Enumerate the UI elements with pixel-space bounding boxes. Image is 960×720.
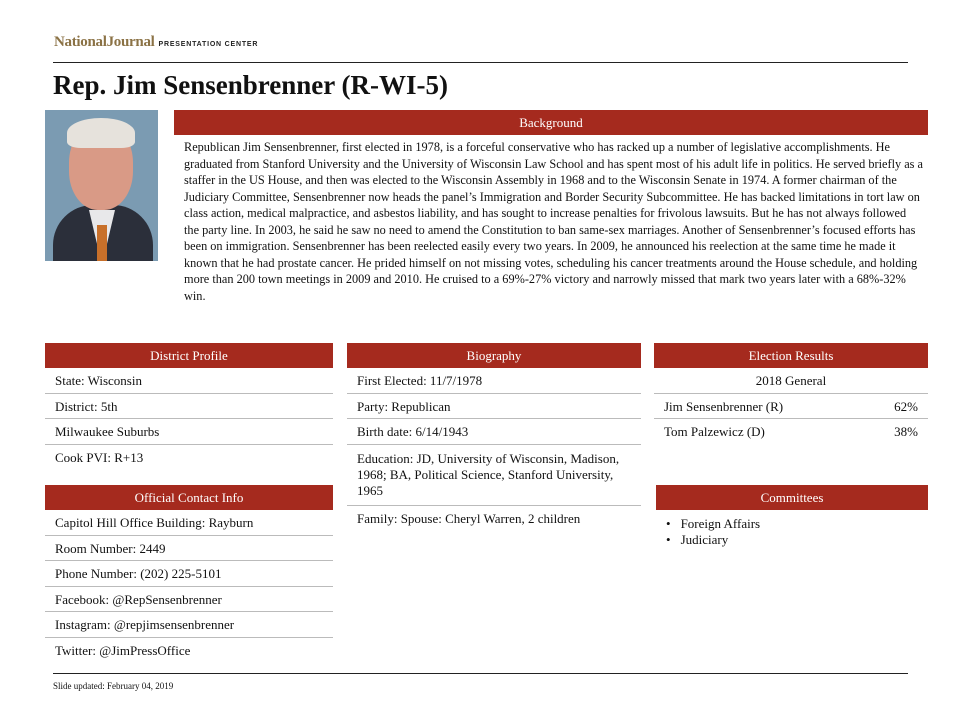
bottom-divider xyxy=(53,673,908,674)
election-row xyxy=(654,394,928,420)
election-row xyxy=(654,419,928,445)
biography-row: Birth date: 6/14/1943 xyxy=(347,419,641,445)
slide-updated: Slide updated: February 04, 2019 xyxy=(53,681,174,691)
district-profile-panel xyxy=(45,343,333,470)
contact-row: Capitol Hill Office Building: Rayburn xyxy=(45,510,333,536)
candidate-name: Tom Palzewicz (D) xyxy=(664,424,765,439)
brand-subtitle: PRESENTATION CENTER xyxy=(158,41,259,48)
biography-panel xyxy=(347,343,641,531)
committees-header: Committees xyxy=(656,485,928,510)
district-row: Milwaukee Suburbs xyxy=(45,419,333,445)
contact-row: Room Number: 2449 xyxy=(45,536,333,562)
election-subheading: 2018 General xyxy=(654,368,928,394)
district-row: State: Wisconsin xyxy=(45,368,333,394)
candidate-pct: 62% xyxy=(894,398,918,414)
district-profile-header: District Profile xyxy=(45,343,333,368)
election-panel xyxy=(654,343,928,445)
biography-row: First Elected: 11/7/1978 xyxy=(347,368,641,394)
portrait-photo xyxy=(45,110,158,261)
committees-panel xyxy=(656,485,928,548)
biography-row: Family: Spouse: Cheryl Warren, 2 children xyxy=(357,510,581,526)
page-title: Rep. Jim Sensenbrenner (R-WI-5) xyxy=(53,70,448,100)
contact-row: Phone Number: (202) 225-5101 xyxy=(45,561,333,587)
election-header: Election Results xyxy=(654,343,928,368)
district-row: District: 5th xyxy=(45,394,333,420)
brand-name: NationalJournal xyxy=(54,34,155,50)
district-row: Cook PVI: R+13 xyxy=(55,449,144,465)
biography-row: Party: Republican xyxy=(347,394,641,420)
brand-logo xyxy=(54,34,258,51)
candidate-name: Jim Sensenbrenner (R) xyxy=(664,398,784,414)
candidate-pct: 38% xyxy=(894,424,918,439)
contact-panel xyxy=(45,485,333,663)
committee-item: • Foreign Affairs xyxy=(656,516,928,532)
contact-row: Facebook: @RepSensenbrenner xyxy=(45,587,333,613)
biography-row: Education: JD, University of Wisconsin, Madison, 1968; BA, Political Science, Stanford University, 1965 xyxy=(347,445,641,506)
contact-row: Instagram: @repjimsensenbrenner xyxy=(45,612,333,638)
background-text: Republican Jim Sensenbrenner, first elected in 1978, is a forceful conservative who has racked up a number of legislative accomplishments. He graduated from Stanford University and the University of Wisconsin Law School and has spent most of his adult life in politics. He served briefly as a staffer in the US House, and then was elected to the Wisconsin Assembly in 1968 and to the Wisconsin Senate in 1974. A former chairman of the Judiciary Committee, Sensenbrenner now heads the panel’s Immigration and Border Security Subcommittee. He has backed limitations in tort law on class action, medical malpractice, and asbestos liability, and has sought to increase penalties for frivolous lawsuits. But he has not always followed the party line. In 2003, he said he saw no need to amend the Constitution to ban same-sex marriages. Another of Sensenbrenner’s focused efforts has been on immigration. Sensenbrenner has been reelected easily every two years. In 2009, he announced his reelection at the same time he made it known that he had prostate cancer. He prided himself on not missing votes, scheduling his cancer treatments around the House schedule, and holding more than 200 town meetings in 2009 and 2010. He cruised to a 69%-27% victory and narrowly missed that mark two years later with a 68%-32% win. xyxy=(184,140,923,303)
contact-header: Official Contact Info xyxy=(45,485,333,510)
committee-item: • Judiciary xyxy=(656,532,928,548)
background-header: Background xyxy=(174,110,928,135)
top-divider xyxy=(53,62,908,63)
biography-header: Biography xyxy=(347,343,641,368)
contact-row: Twitter: @JimPressOffice xyxy=(55,642,191,658)
